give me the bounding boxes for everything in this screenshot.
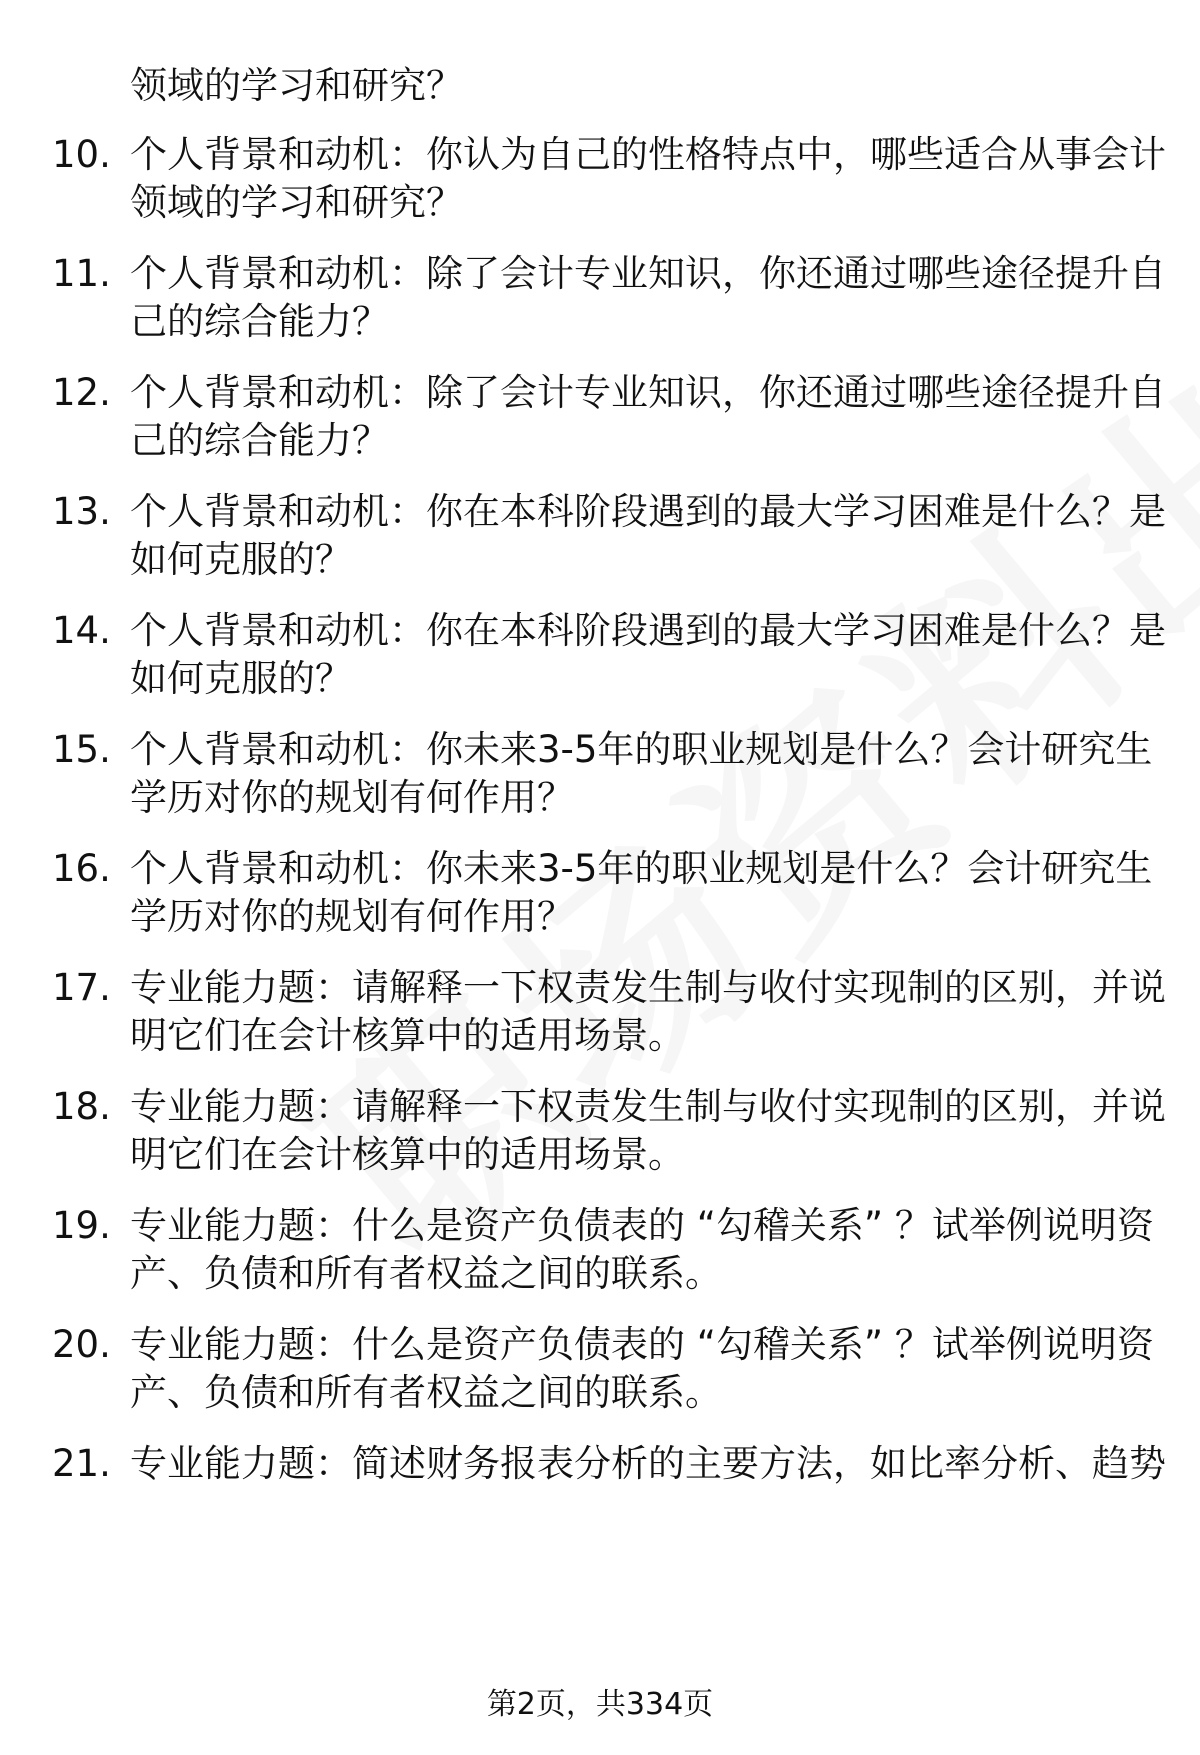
item-text-line2: 明它们在会计核算中的适用场景。 (130, 1133, 685, 1176)
item-text-line2: 如何克服的？ (130, 538, 352, 581)
item-text-line1: 个人背景和动机：除了会计专业知识，你还通过哪些途径提升自 (130, 371, 1166, 414)
item-text-line1: 个人背景和动机：你在本科阶段遇到的最大学习困难是什么？是 (130, 609, 1166, 652)
item-text-line1: 专业能力题：请解释一下权责发生制与收付实现制的区别，并说 (130, 966, 1166, 1009)
item-text-line1: 专业能力题：请解释一下权责发生制与收付实现制的区别，并说 (130, 1085, 1166, 1128)
item-text-line2: 己的综合能力？ (130, 419, 389, 462)
item-number: 10. (52, 133, 111, 176)
item-number: 17. (52, 966, 111, 1009)
item-text-line2: 明它们在会计核算中的适用场景。 (130, 1014, 685, 1057)
item-number: 13. (52, 490, 111, 533)
item-number: 12. (52, 371, 111, 414)
page-footer: 第2页，共334页 (486, 1687, 714, 1722)
item-text-line1: 个人背景和动机：你未来3-5年的职业规划是什么？会计研究生 (130, 728, 1153, 771)
item-number: 15. (52, 728, 111, 771)
item-text-line1: 专业能力题：简述财务报表分析的主要方法，如比率分析、趋势 (130, 1442, 1166, 1485)
item-number: 18. (52, 1085, 111, 1128)
item-number: 16. (52, 847, 111, 890)
item-text-line1: 个人背景和动机：你认为自己的性格特点中，哪些适合从事会计 (130, 133, 1166, 176)
item-text-line2: 学历对你的规划有何作用？ (130, 895, 574, 938)
item-number: 21. (52, 1442, 111, 1485)
item-text-line1: 个人背景和动机：除了会计专业知识，你还通过哪些途径提升自 (130, 252, 1166, 295)
item-text-line1: 专业能力题：什么是资产负债表的 “勾稽关系” ？试举例说明资 (130, 1204, 1154, 1247)
item-text-line1: 专业能力题：什么是资产负债表的 “勾稽关系” ？试举例说明资 (130, 1323, 1154, 1366)
item-text-line1: 个人背景和动机：你未来3-5年的职业规划是什么？会计研究生 (130, 847, 1153, 890)
item-text-line1: 个人背景和动机：你在本科阶段遇到的最大学习困难是什么？是 (130, 490, 1166, 533)
item-text-line2: 产、负债和所有者权益之间的联系。 (130, 1371, 722, 1414)
item-number: 19. (52, 1204, 111, 1247)
item-number: 11. (52, 252, 111, 295)
continuation-text: 领域的学习和研究？ (130, 64, 463, 107)
item-text-line2: 如何克服的？ (130, 657, 352, 700)
item-number: 20. (52, 1323, 111, 1366)
item-text-line2: 领域的学习和研究？ (130, 181, 463, 224)
item-number: 14. (52, 609, 111, 652)
item-text-line2: 学历对你的规划有何作用？ (130, 776, 574, 819)
item-text-line2: 己的综合能力？ (130, 300, 389, 343)
item-text-line2: 产、负债和所有者权益之间的联系。 (130, 1252, 722, 1295)
